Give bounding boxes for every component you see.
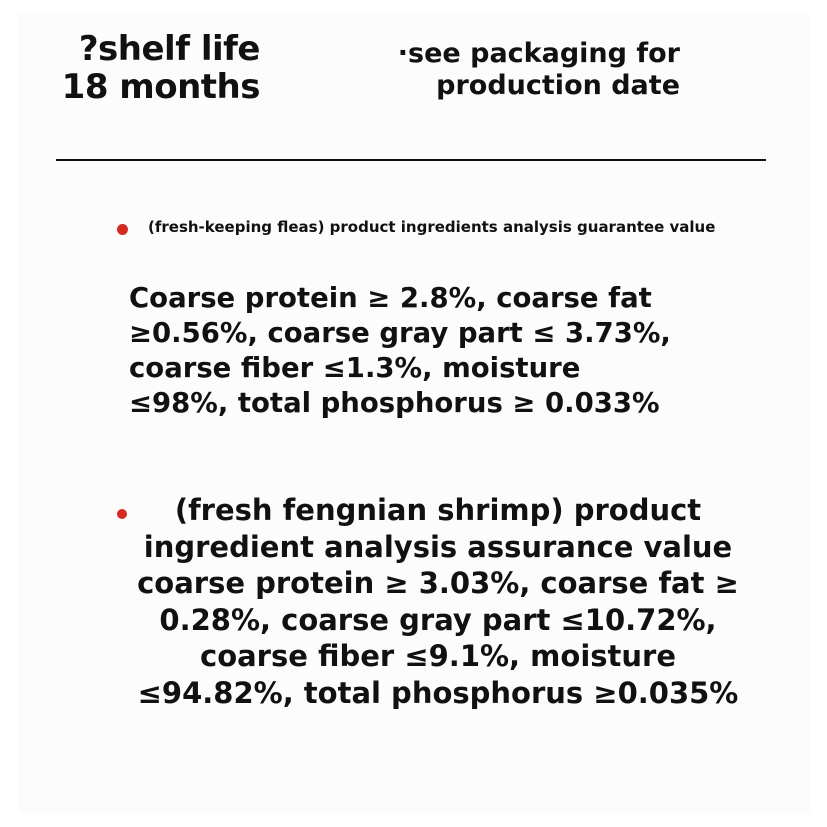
shrimp-analysis-line-5: coarse fiber ≤9.1%, moisture — [200, 639, 676, 673]
fleas-analysis-line-3: coarse fiber ≤1.3%, moisture — [129, 352, 581, 384]
shelf-life-duration: 18 months — [61, 67, 260, 107]
fleas-analysis-line-2: ≥0.56%, coarse gray part ≤ 3.73%, — [129, 317, 671, 349]
shrimp-analysis-block — [120, 492, 756, 711]
fleas-analysis-heading: (fresh-keeping fleas) product ingredients analysis guarantee value — [148, 218, 716, 236]
shrimp-analysis-line-4: 0.28%, coarse gray part ≤10.72%, — [159, 602, 717, 637]
shrimp-analysis-line-1: (fresh fengnian shrimp) product — [174, 493, 702, 527]
production-note-line-2: production date — [436, 70, 680, 101]
fleas-analysis-line-4: ≤98%, total phosphorus ≥ 0.033% — [129, 387, 660, 419]
shelf-life-block — [40, 30, 260, 106]
shrimp-analysis-line-3: coarse protein ≥ 3.03%, coarse fat ≥ — [137, 566, 739, 600]
divider-line — [56, 159, 766, 161]
production-date-note — [380, 38, 680, 102]
shrimp-analysis-line-2: ingredient analysis assurance value — [143, 529, 733, 564]
production-note-line-1: ·see packaging for — [397, 38, 680, 69]
red-bullet-icon — [117, 224, 128, 235]
shelf-life-title: ?shelf life — [78, 29, 260, 69]
fleas-analysis-line-1: Coarse protein ≥ 2.8%, coarse fat — [129, 282, 652, 314]
shrimp-analysis-line-6: ≤94.82%, total phosphorus ≥0.035% — [137, 675, 739, 710]
fleas-analysis-values — [129, 281, 671, 421]
